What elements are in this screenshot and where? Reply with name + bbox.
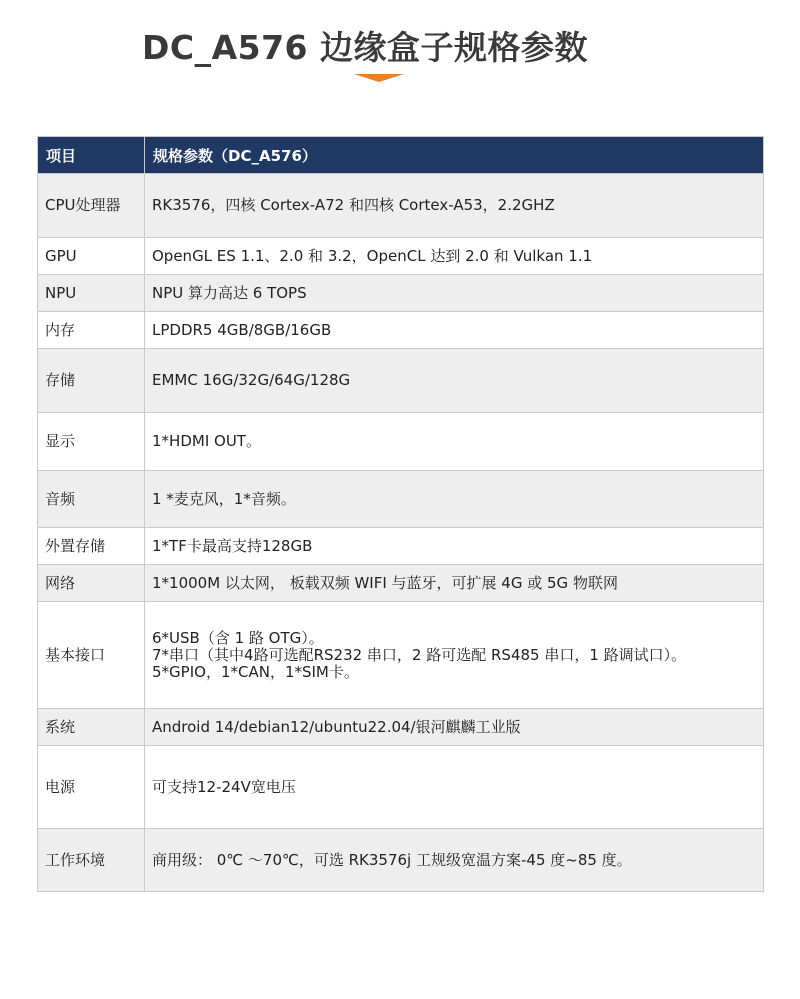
cell-item: 外置存储	[38, 528, 145, 565]
spec-table	[37, 136, 764, 892]
header-item: 项目	[38, 137, 145, 174]
cell-spec	[145, 602, 764, 709]
table-row-os	[38, 709, 764, 746]
spec-line: 7*串口（其中4路可选配RS232 串口，2 路可选配 RS485 串口，1 路调试口）。	[152, 645, 687, 664]
cell-spec: 商用级： 0℃ ～70℃，可选 RK3576j 工规级宽温方案-45 度~85 度。	[145, 829, 764, 892]
table-header-row	[38, 137, 764, 174]
cell-spec: 1*TF卡最高支持128GB	[145, 528, 764, 565]
cell-spec: NPU 算力高达 6 TOPS	[145, 275, 764, 312]
table-row-storage	[38, 349, 764, 413]
title-underline-marker	[354, 74, 404, 82]
header-spec: 规格参数（DC_A576）	[145, 137, 764, 174]
cell-item: GPU	[38, 238, 145, 275]
table-row-interfaces	[38, 602, 764, 709]
table-row-environment	[38, 829, 764, 892]
cell-item: 基本接口	[38, 602, 145, 709]
cell-spec: 1*HDMI OUT。	[145, 413, 764, 471]
cell-item: NPU	[38, 275, 145, 312]
cell-spec: Android 14/debian12/ubuntu22.04/银河麒麟工业版	[145, 709, 764, 746]
table-row-power	[38, 746, 764, 829]
spec-line: 5*GPIO，1*CAN，1*SIM卡。	[152, 662, 359, 681]
cell-spec: 可支持12-24V宽电压	[145, 746, 764, 829]
table-row-network	[38, 565, 764, 602]
table-row-gpu	[38, 238, 764, 275]
cell-spec: OpenGL ES 1.1、2.0 和 3.2，OpenCL 达到 2.0 和 Vulkan 1.1	[145, 238, 764, 275]
cell-spec: EMMC 16G/32G/64G/128G	[145, 349, 764, 413]
cell-spec: 1*1000M 以太网， 板载双频 WIFI 与蓝牙，可扩展 4G 或 5G 物联网	[145, 565, 764, 602]
table-row-npu	[38, 275, 764, 312]
table-row-audio	[38, 471, 764, 528]
cell-item: 显示	[38, 413, 145, 471]
cell-item: 电源	[38, 746, 145, 829]
cell-item: 音频	[38, 471, 145, 528]
cell-item: 网络	[38, 565, 145, 602]
table-row-cpu	[38, 174, 764, 238]
spec-line: 6*USB（含 1 路 OTG）。	[152, 628, 324, 647]
cell-spec: 1 *麦克风，1*音频。	[145, 471, 764, 528]
table-row-memory	[38, 312, 764, 349]
table-row-external-storage	[38, 528, 764, 565]
cell-spec: LPDDR5 4GB/8GB/16GB	[145, 312, 764, 349]
table-row-display	[38, 413, 764, 471]
cell-item: 内存	[38, 312, 145, 349]
cell-item: CPU处理器	[38, 174, 145, 238]
page-title: DC_A576 边缘盒子规格参数	[141, 28, 589, 67]
cell-spec: RK3576，四核 Cortex-A72 和四核 Cortex-A53，2.2GHZ	[145, 174, 764, 238]
cell-item: 工作环境	[38, 829, 145, 892]
cell-item: 系统	[38, 709, 145, 746]
cell-item: 存储	[38, 349, 145, 413]
